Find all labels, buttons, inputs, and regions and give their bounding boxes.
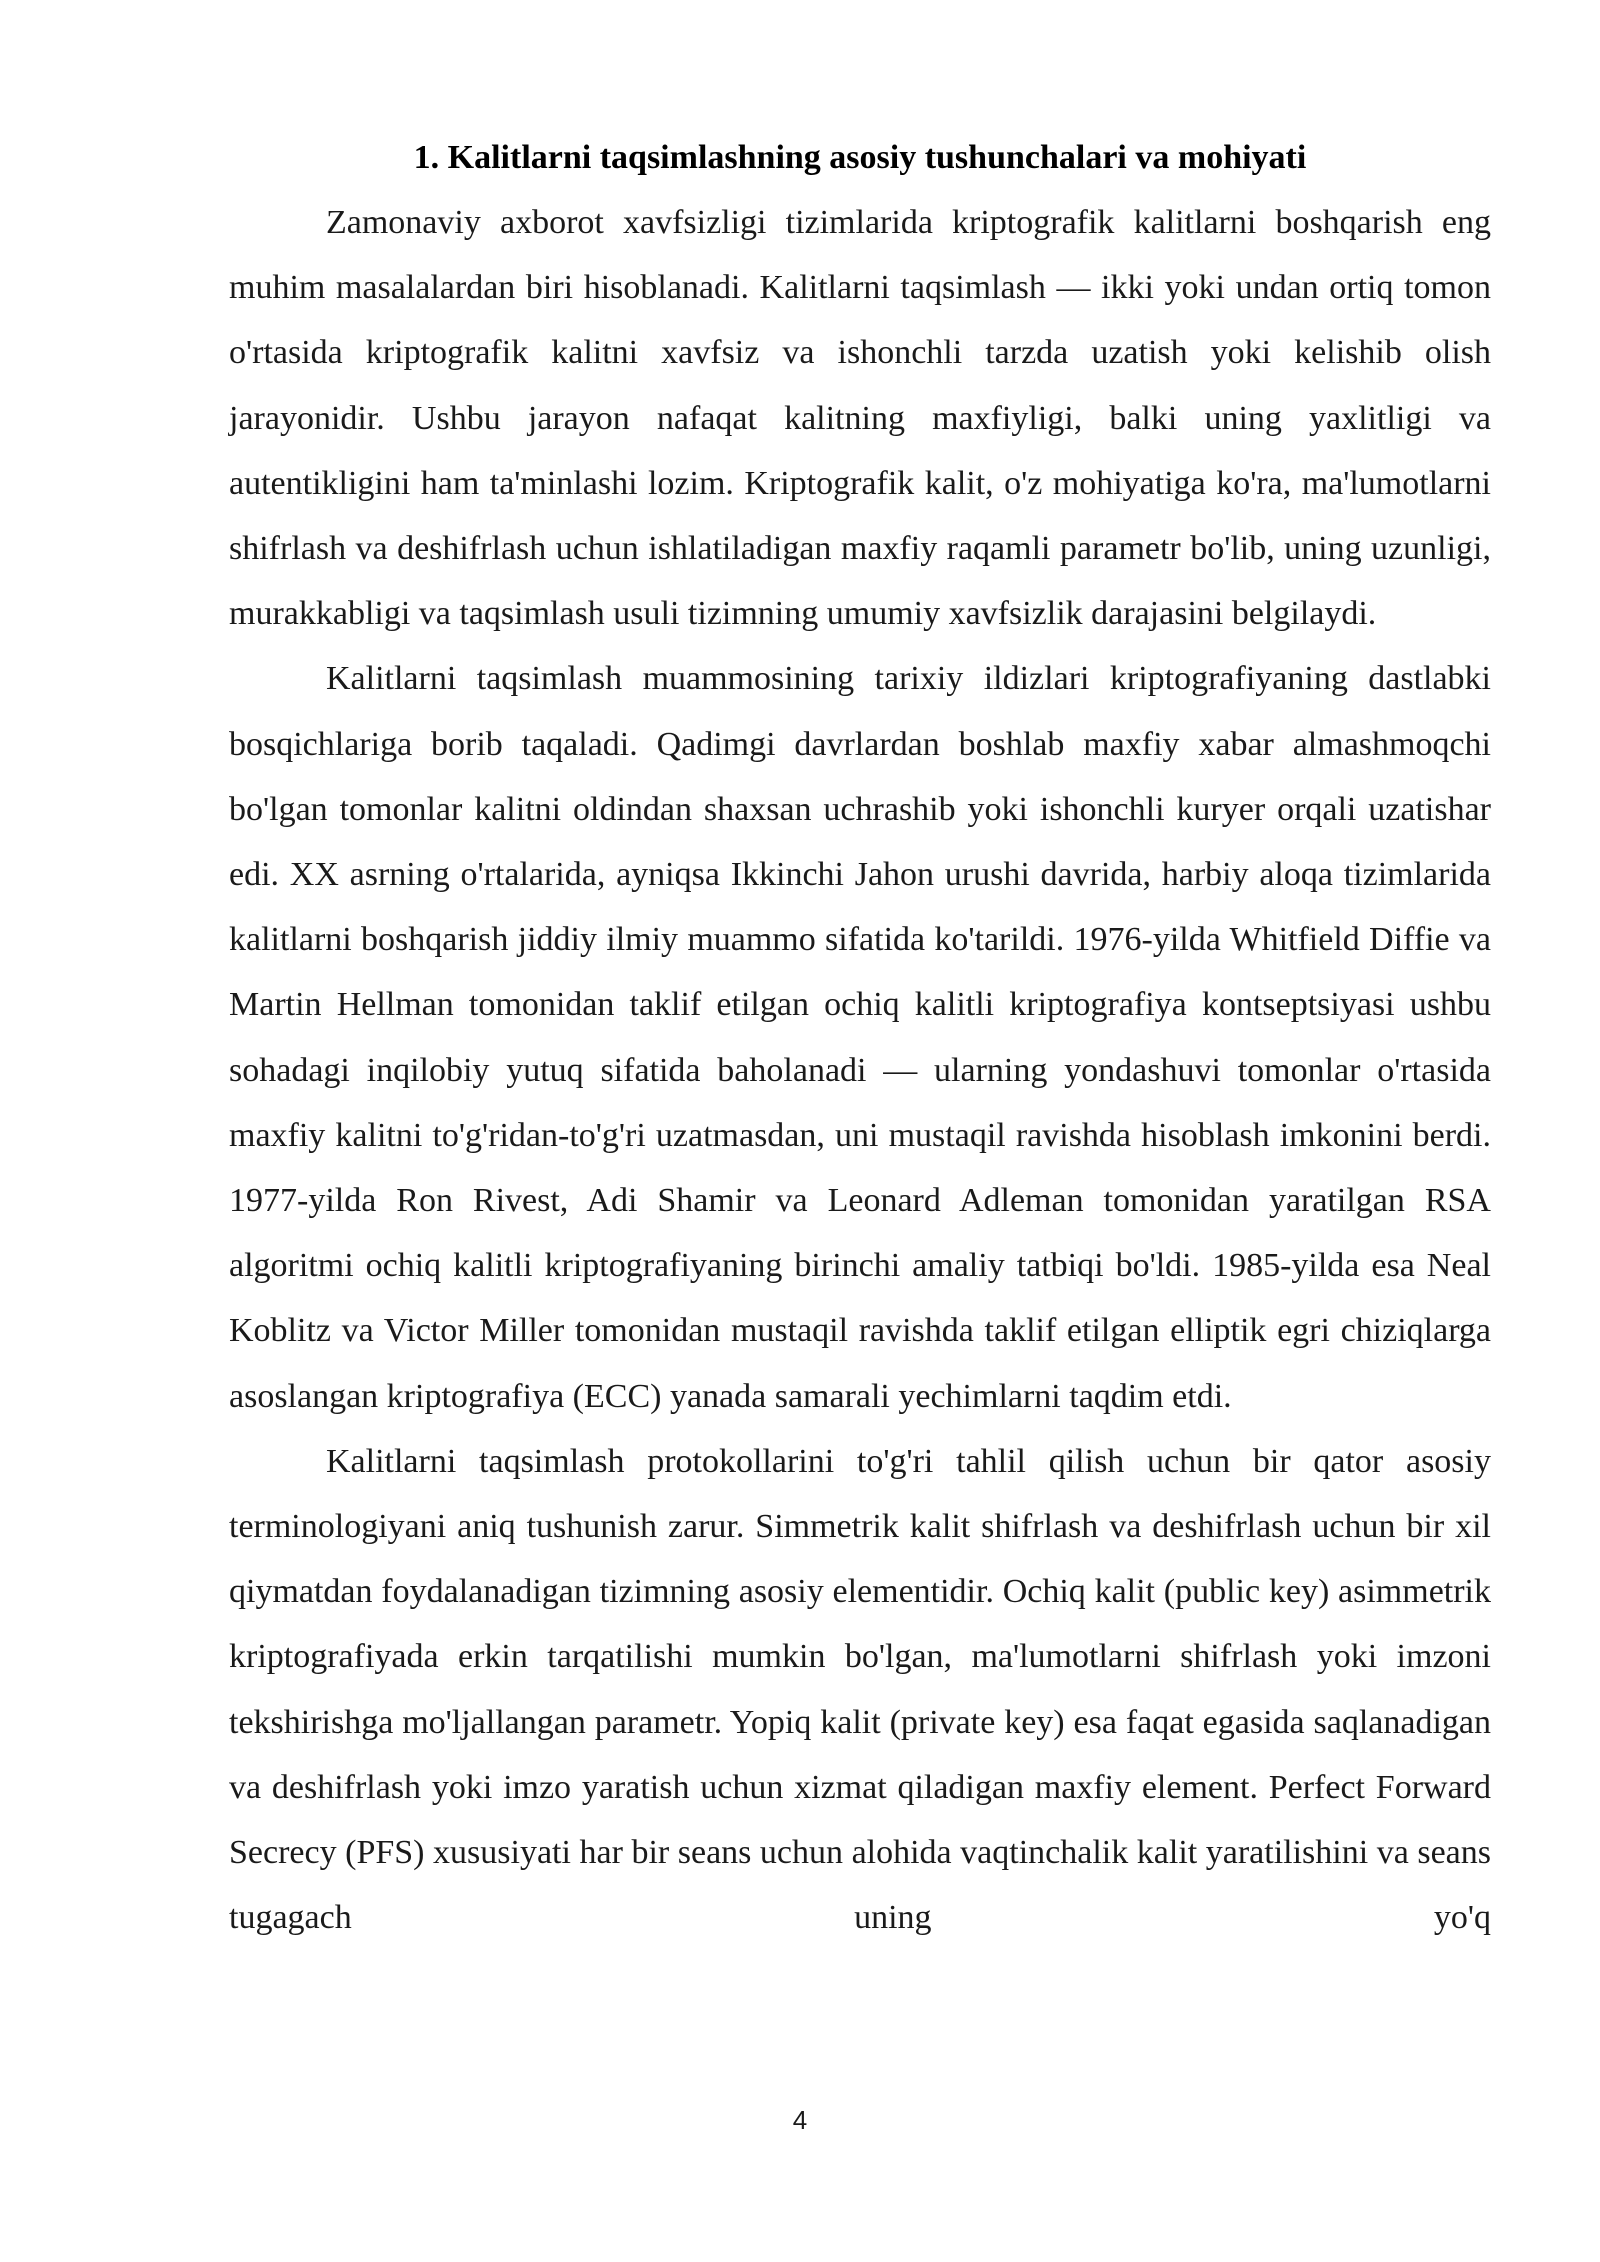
page-number: 4: [792, 2105, 808, 2135]
paragraph-1: Zamonaviy axborot xavfsizligi tizimlarida kriptografik kalitlarni boshqarish eng muhim masalalardan biri hisoblanadi. Kalitlarni taqsimlash — ikki yoki undan ortiq tomon o'rtasida kriptografik kalitni xavfsiz va ishonchli tarzda uzatish yoki kelishib olish jarayonidir. Ushbu jarayon nafaqat kalitning maxfiyligi, balki uning yaxlitligi va autentikligini ham ta'minlashi lozim. Kriptografik kalit, o'z mohiyatiga ko'ra, ma'lumotlarni shifrlash va deshifrlash uchun ishlatiladigan maxfiy raqamli parametr bo'lib, uning uzunligi, murakkabligi va taqsimlash usuli tizimning umumiy xavfsizlik darajasini belgilaydi.: [229, 204, 1491, 633]
section-heading: 1. Kalitlarni taqsimlashning asosiy tushunchalari va mohiyati: [413, 139, 1307, 176]
paragraph-3: Kalitlarni taqsimlash protokollarini to'g'ri tahlil qilish uchun bir qator asosiy terminologiyani aniq tushunish zarur. Simmetrik kalit shifrlash va deshifrlash uchun bir xil qiymatdan foydalanadigan tizimning asosiy elementidir. Ochiq kalit (public key) asimmetrik kriptografiyada erkin tarqatilishi mumkin bo'lgan, ma'lumotlarni shifrlash yoki imzoni tekshirishga mo'ljallangan parametr. Yopiq kalit (private key) esa faqat egasida saqlanadigan va deshifrlash yoki imzo yaratish uchun xizmat qiladigan maxfiy element. Perfect Forward Secrecy (PFS) xususiyati har bir seans uchun alohida vaqtinchalik kalit yaratilishini va seans tugagach uning yo'q: [229, 1442, 1491, 1937]
paragraph-2: Kalitlarni taqsimlash muammosining tarixiy ildizlari kriptografiyaning dastlabki bosqichlariga borib taqaladi. Qadimgi davrlardan boshlab maxfiy xabar almashmoqchi bo'lgan tomonlar kalitni oldindan shaxsan uchrashib yoki ishonchli kuryer orqali uzatishar edi. XX asrning o'rtalarida, ayniqsa Ikkinchi Jahon urushi davrida, harbiy aloqa tizimlarida kalitlarni boshqarish jiddiy ilmiy muammo sifatida ko'tarildi. 1976-yilda Whitfield Diffie va Martin Hellman tomonidan taklif etilgan ochiq kalitli kriptografiya kontseptsiyasi ushbu sohadagi inqilobiy yutuq sifatida baholanadi — ularning yondashuvi tomonlar o'rtasida maxfiy kalitni to'g'ridan-to'g'ri uzatmasdan, uni mustaqil ravishda hisoblash imkonini berdi. 1977-yilda Ron Rivest, Adi Shamir va Leonard Adleman tomonidan yaratilgan RSA algoritmi ochiq kalitli kriptografiyaning birinchi amaliy tatbiqi bo'ldi. 1985-yilda esa Neal Koblitz va Victor Miller tomonidan mustaqil ravishda taklif etilgan elliptik egri chiziqlarga asoslangan kriptografiya (ECC) yanada samarali yechimlarni taqdim etdi.: [229, 660, 1491, 1415]
page-body: [229, 130, 1491, 1950]
